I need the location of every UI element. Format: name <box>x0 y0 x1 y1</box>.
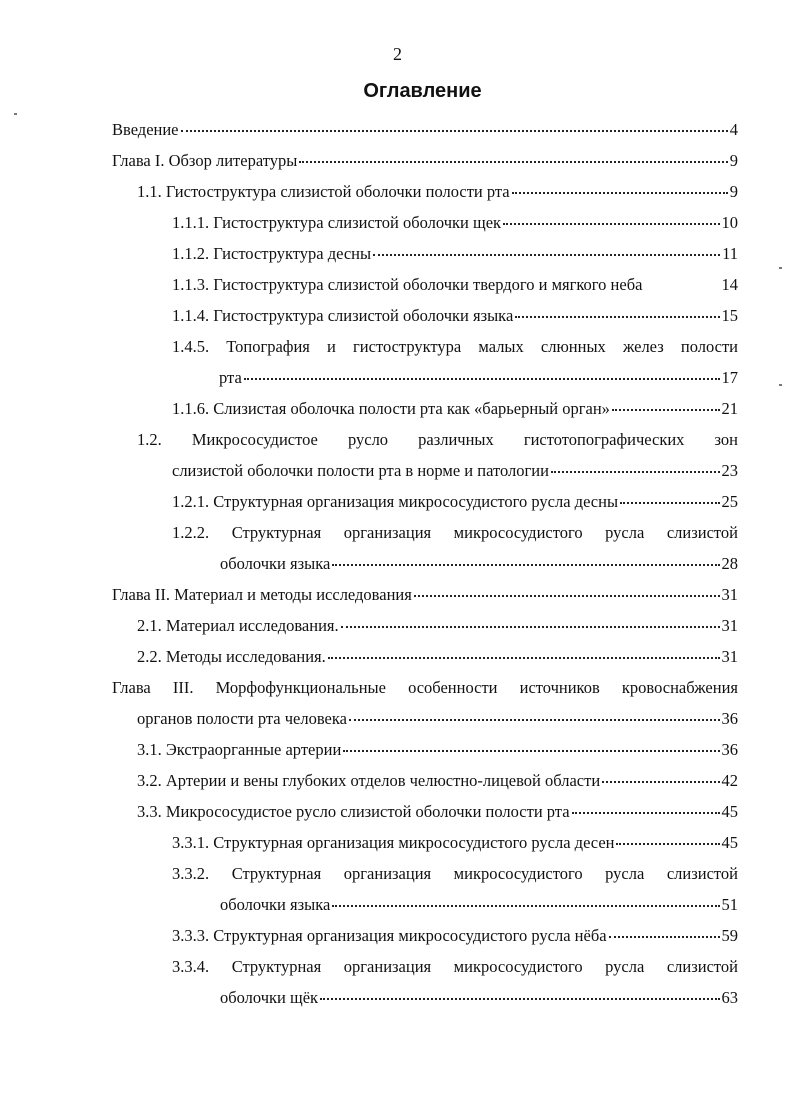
toc-entry[interactable] <box>137 610 738 641</box>
dot-leader <box>349 719 720 721</box>
toc-entry-page: 9 <box>729 151 738 170</box>
toc-entry-text: 1.1.6. Слизистая оболочка полости рта как «барьерный орган» <box>172 399 610 418</box>
toc-entry[interactable] <box>172 486 738 517</box>
toc-entry-page: 63 <box>721 988 738 1007</box>
toc-entry-page: 45 <box>721 802 738 821</box>
toc-entry-text: 2.1. Материал исследования. <box>137 616 339 635</box>
dot-leader <box>572 812 720 814</box>
dot-leader <box>616 843 719 845</box>
toc-entry-text: Глава II. Материал и методы исследования <box>112 585 412 604</box>
toc-entry-text: органов полости рта человека <box>137 709 347 728</box>
toc-entry-text-line1: 1.2. Микрососудистое русло различных гистотопографических зон <box>137 430 738 449</box>
toc-entry-page: 31 <box>721 647 738 666</box>
dot-leader <box>612 409 720 411</box>
toc-entry-text: 1.1.2. Гистоструктура десны <box>172 244 372 263</box>
dot-leader <box>332 905 719 907</box>
dot-leader <box>515 316 719 318</box>
toc-entry[interactable] <box>172 517 738 579</box>
dot-leader <box>328 657 720 659</box>
toc-entry-page: 31 <box>721 616 738 635</box>
toc-entry[interactable] <box>172 238 738 269</box>
toc-entry-page: 23 <box>721 461 738 480</box>
toc-entry[interactable] <box>112 672 738 734</box>
dot-leader <box>414 595 720 597</box>
page-number: 2 <box>393 44 402 64</box>
toc-entry-page: 10 <box>721 213 738 232</box>
toc-entry[interactable] <box>172 393 738 424</box>
toc-entry[interactable] <box>112 114 738 145</box>
dot-leader <box>620 502 719 504</box>
dot-leader <box>341 626 720 628</box>
toc-entry[interactable] <box>172 951 738 1013</box>
dot-leader <box>343 750 719 752</box>
toc-entry[interactable] <box>137 796 738 827</box>
toc-entry-page: 36 <box>721 740 738 759</box>
dot-leader <box>373 254 720 256</box>
toc-entry-page: 25 <box>721 492 738 511</box>
toc-entry-text: 3.3.3. Структурная организация микрососудистого русла нёба <box>172 926 607 945</box>
scan-speck <box>779 384 782 386</box>
toc-entry-text: оболочки языка <box>220 554 331 573</box>
toc-entry[interactable] <box>137 734 738 765</box>
toc-entry-page: 11 <box>722 244 738 263</box>
toc-entry-text: оболочки щёк <box>220 988 319 1007</box>
toc-entry-text-line1: 1.2.2. Структурная организация микрососудистого русла слизистой <box>172 523 738 542</box>
toc-entry-text: 3.3.1. Структурная организация микрососудистого русла десен <box>172 833 615 852</box>
toc-entry[interactable] <box>172 331 738 393</box>
toc-entry-text: 1.1.4. Гистоструктура слизистой оболочки языка <box>172 306 514 325</box>
dot-leader <box>503 223 719 225</box>
dot-leader <box>609 936 720 938</box>
toc-entry-text-line1: Глава III. Морфофункциональные особенности источников кровоснабжения <box>112 678 738 697</box>
dot-leader <box>299 161 727 163</box>
toc-entry[interactable] <box>172 300 738 331</box>
toc-entry-text: 3.2. Артерии и вены глубоких отделов челюстно-лицевой области <box>137 771 601 790</box>
toc-entry-text-line1: 3.3.2. Структурная организация микрососудистого русла слизистой <box>172 864 738 883</box>
toc-entry-page: 59 <box>721 926 738 945</box>
toc-entry[interactable] <box>137 424 738 486</box>
toc-entry-page: 17 <box>721 368 738 387</box>
toc-entry-text: слизистой оболочки полости рта в норме и патологии <box>172 461 549 480</box>
toc-entry-page: 31 <box>721 585 738 604</box>
dot-leader <box>332 564 719 566</box>
dot-leader <box>181 130 728 132</box>
toc-entry-text: 1.1.1. Гистоструктура слизистой оболочки щек <box>172 213 502 232</box>
toc-entry-page: 9 <box>729 182 738 201</box>
toc-entry-page: 36 <box>721 709 738 728</box>
toc-entry-page: 42 <box>721 771 738 790</box>
toc-entry-text: 3.3. Микрососудистое русло слизистой оболочки полости рта <box>137 802 570 821</box>
toc-entry-page: 15 <box>721 306 738 325</box>
toc-entry-page: 21 <box>721 399 738 418</box>
scan-speck <box>14 113 17 115</box>
page-title: Оглавление <box>363 80 482 102</box>
dot-leader <box>512 192 728 194</box>
toc-entry-text: Введение <box>112 120 179 139</box>
dot-leader <box>602 781 719 783</box>
toc-entry-text-line1: 3.3.4. Структурная организация микрососудистого русла слизистой <box>172 957 738 976</box>
toc-entry[interactable] <box>112 579 738 610</box>
toc-entry[interactable] <box>172 827 738 858</box>
dot-leader <box>320 998 719 1000</box>
toc-entry-page: 51 <box>721 895 738 914</box>
toc-entry-page: 28 <box>721 554 738 573</box>
toc-entry[interactable] <box>137 176 738 207</box>
toc-entry-text-line1: 1.4.5. Топография и гистоструктура малых слюнных желез полости <box>172 337 738 356</box>
toc-entry-page: 14 <box>721 275 738 294</box>
toc-entry-text: рта <box>219 368 242 387</box>
toc-entry-text: 1.1.3. Гистоструктура слизистой оболочки твердого и мягкого неба <box>172 275 643 294</box>
toc-entry[interactable] <box>172 858 738 920</box>
toc-entry[interactable] <box>137 641 738 672</box>
toc-entry-text: 1.2.1. Структурная организация микрососудистого русла десны <box>172 492 619 511</box>
toc-entry-page: 4 <box>729 120 738 139</box>
scan-speck <box>779 267 782 269</box>
toc-entry-text: 2.2. Методы исследования. <box>137 647 326 666</box>
toc-entry-text: 3.1. Экстраорганные артерии <box>137 740 342 759</box>
toc-entry[interactable] <box>112 145 738 176</box>
toc-entry-text: оболочки языка <box>220 895 331 914</box>
dot-leader <box>244 378 720 380</box>
toc-entry[interactable] <box>137 765 738 796</box>
toc-entry[interactable] <box>172 207 738 238</box>
toc-entry[interactable] <box>172 920 738 951</box>
toc-entry-page: 45 <box>721 833 738 852</box>
dot-leader <box>551 471 720 473</box>
toc-entry-text: 1.1. Гистоструктура слизистой оболочки полости рта <box>137 182 510 201</box>
toc-entry-text: Глава I. Обзор литературы <box>112 151 298 170</box>
toc-entry[interactable] <box>172 269 738 300</box>
